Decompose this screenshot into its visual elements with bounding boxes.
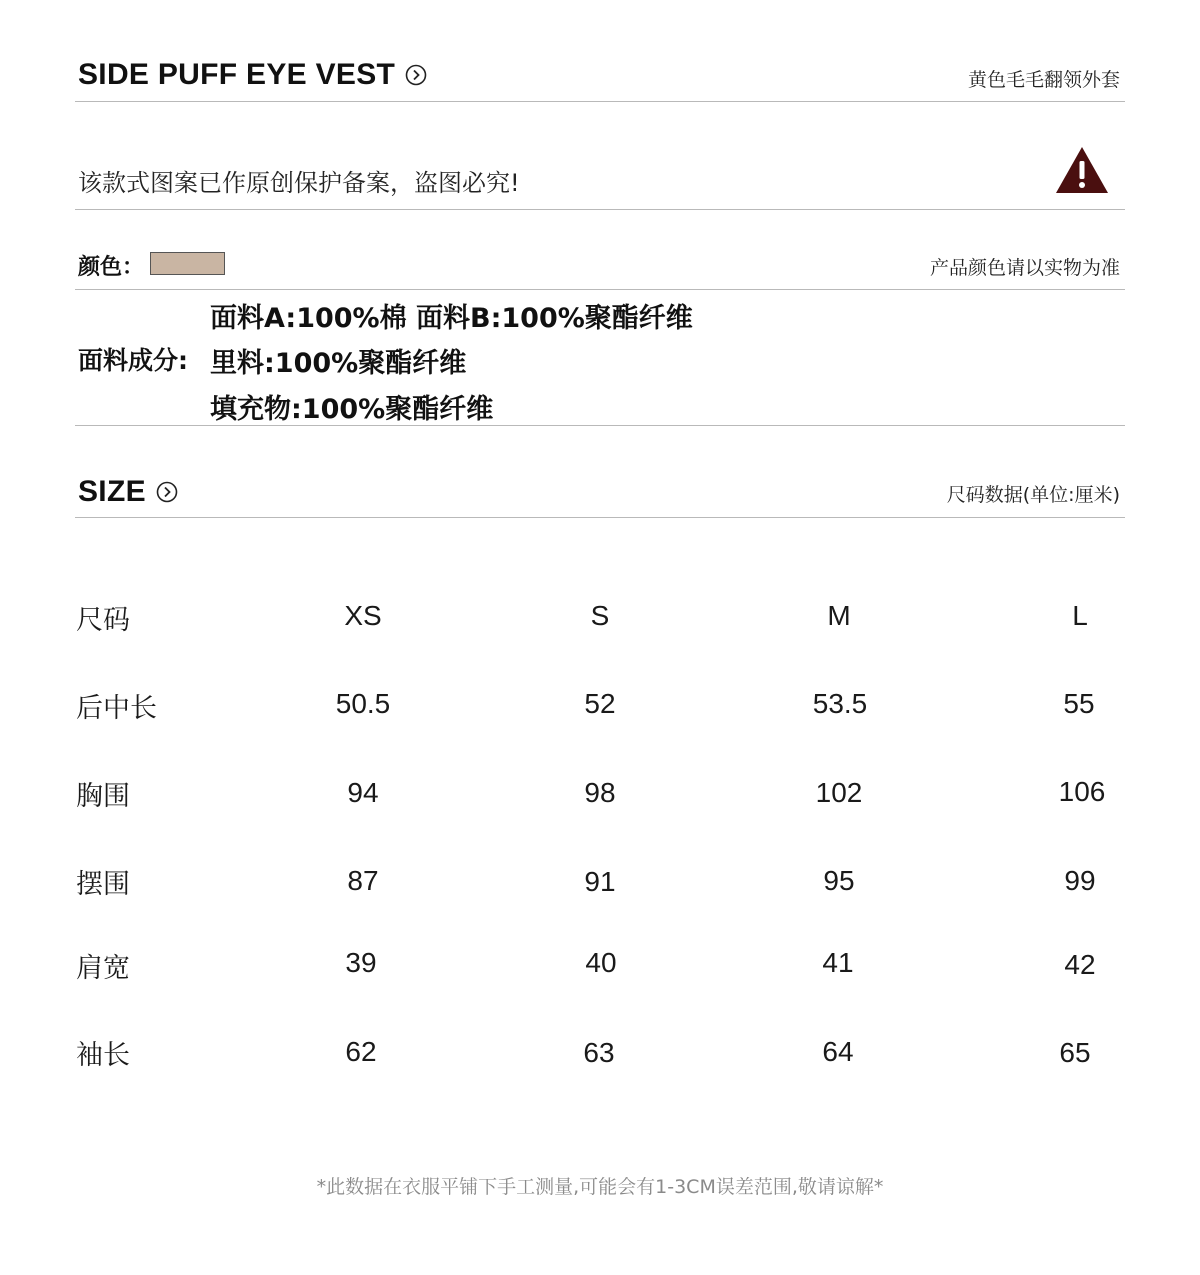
measure-value: 98 — [584, 777, 616, 808]
size-unit-note: 尺码数据(单位:厘米) — [946, 484, 1120, 506]
measure-value: 94 — [347, 777, 379, 808]
color-note: 产品颜色请以实物为准 — [929, 257, 1120, 279]
size-header-cell: M — [827, 600, 851, 631]
divider — [75, 517, 1125, 518]
measure-value: 99 — [1064, 865, 1096, 896]
measure-value: 53.5 — [812, 688, 868, 719]
measure-value: 41 — [822, 947, 854, 978]
size-title: SIZE — [78, 475, 146, 508]
copyright-notice: 该款式图案已作原创保护备案，盗图必究! — [78, 169, 520, 197]
circle-chevron-right-icon — [405, 64, 427, 86]
divider — [75, 209, 1125, 210]
measure-value: 106 — [1058, 776, 1106, 807]
fabric-line: 里料:100%聚酯纤维 — [210, 348, 467, 379]
size-title-row — [78, 475, 178, 509]
measure-value: 102 — [815, 777, 863, 808]
fabric-label: 面料成分: — [78, 346, 188, 375]
measure-value: 87 — [347, 865, 379, 896]
measure-value: 39 — [345, 947, 377, 978]
measure-value: 62 — [345, 1036, 377, 1067]
measure-value: 63 — [583, 1037, 615, 1068]
measure-value: 55 — [1063, 688, 1095, 719]
measure-value: 64 — [822, 1036, 854, 1067]
size-header-cell: L — [1072, 600, 1088, 631]
divider — [75, 425, 1125, 426]
size-header-cell: S — [590, 600, 610, 631]
circle-chevron-right-icon — [156, 481, 178, 503]
measure-label: 肩宽 — [76, 953, 130, 984]
measure-label: 袖长 — [76, 1040, 130, 1071]
fabric-line: 填充物:100%聚酯纤维 — [210, 394, 494, 425]
measure-value: 65 — [1059, 1037, 1091, 1068]
measure-label: 胸围 — [76, 781, 130, 812]
measure-label: 摆围 — [76, 869, 130, 900]
product-subtitle: 黄色毛毛翻领外套 — [967, 69, 1120, 91]
color-label: 颜色： — [78, 255, 145, 280]
divider — [75, 101, 1125, 102]
fabric-line: 面料A:100%棉 面料B:100%聚酯纤维 — [210, 303, 693, 334]
measure-value: 50.5 — [335, 688, 391, 719]
measure-value: 42 — [1064, 949, 1096, 980]
page-title: SIDE PUFF EYE VEST — [78, 58, 396, 91]
size-header-label: 尺码 — [76, 605, 130, 636]
measure-value: 95 — [823, 865, 855, 896]
color-swatch — [150, 252, 225, 275]
page-title-row — [78, 58, 427, 92]
size-header-cell: XS — [344, 600, 382, 631]
measure-label: 后中长 — [76, 693, 157, 724]
measure-value: 40 — [585, 947, 617, 978]
warning-triangle-icon — [1055, 146, 1109, 194]
divider — [75, 289, 1125, 290]
measure-value: 91 — [584, 866, 616, 897]
measure-value: 52 — [584, 688, 616, 719]
measurement-footnote: *此数据在衣服平铺下手工测量,可能会有1-3CM误差范围,敬请谅解* — [316, 1176, 884, 1198]
